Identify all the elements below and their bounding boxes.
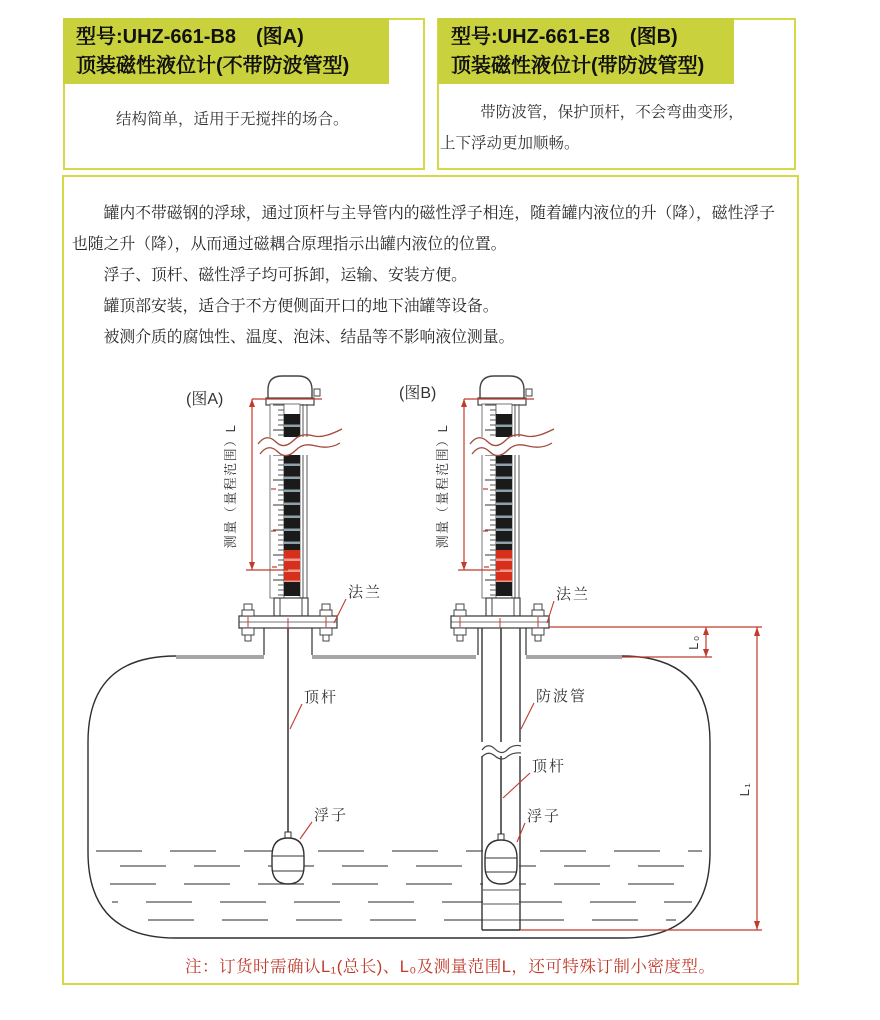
tank-fill (88, 656, 710, 938)
float-label-a: 浮子 (314, 807, 349, 824)
dimension-l1-label: L₁ (737, 781, 752, 797)
model-b-number: 型号:UHZ-661-E8 (图B) (451, 26, 678, 48)
measure-range-label-b: 测量（量程范围）L (435, 423, 450, 549)
tank-body (88, 656, 710, 938)
gauge-b-cap (478, 376, 532, 405)
dimension-l0-label: L₀ (686, 634, 701, 650)
feature-line-1: 浮子、顶杆、磁性浮子均可拆卸，运输、安装方便。 (103, 267, 467, 284)
stilling-well-b (480, 628, 522, 930)
flange-label-b: 法兰 (556, 586, 591, 603)
figure-a-label: (图A) (186, 391, 224, 408)
gauge-b-indicator-column (496, 404, 519, 598)
top-rod-label-b: 顶杆 (532, 758, 567, 775)
wave-guard-label: 防波管 (536, 688, 588, 705)
model-a-number: 型号:UHZ-661-B8 (图A) (76, 26, 304, 48)
feature-line-3: 被测介质的腐蚀性、温度、泡沫、结晶等不影响液位测量。 (103, 329, 515, 346)
float-label-b: 浮子 (527, 808, 562, 825)
principle-paragraph: 罐内不带磁钢的浮球，通过顶杆与主导管内的磁性浮子相连，随着罐内液位的升（降），磁性浮子也随之升（降），从而通过磁耦合原理指示出罐内液位的位置。 (72, 205, 775, 253)
top-rod-label-a: 顶杆 (304, 689, 339, 706)
gauge-a-indicator-column (284, 404, 307, 598)
figure-b-label: (图B) (399, 385, 437, 402)
model-b-description: 带防波管，保护顶杆，不会弯曲变形，上下浮动更加顺畅。 (440, 104, 744, 152)
model-a-description: 结构简单，适用于无搅拌的场合。 (116, 111, 349, 128)
flange-label-a: 法兰 (348, 584, 383, 601)
gauge-a-cap (266, 376, 320, 405)
gauge-a-scale (270, 404, 284, 598)
feature-line-2: 罐顶部安装，适合于不方便侧面开口的地下油罐等设备。 (103, 298, 499, 315)
gauge-b-scale (482, 404, 496, 598)
order-note: 注：订货时需确认L₁(总长)、L₀及测量范围L，还可特殊订制小密度型。 (185, 958, 716, 976)
measure-range-label-a: 测量（量程范围）L (223, 423, 238, 549)
model-b-name: 顶装磁性液位计(带防波管型) (451, 55, 705, 77)
model-a-name: 顶装磁性液位计(不带防波管型) (76, 55, 350, 77)
